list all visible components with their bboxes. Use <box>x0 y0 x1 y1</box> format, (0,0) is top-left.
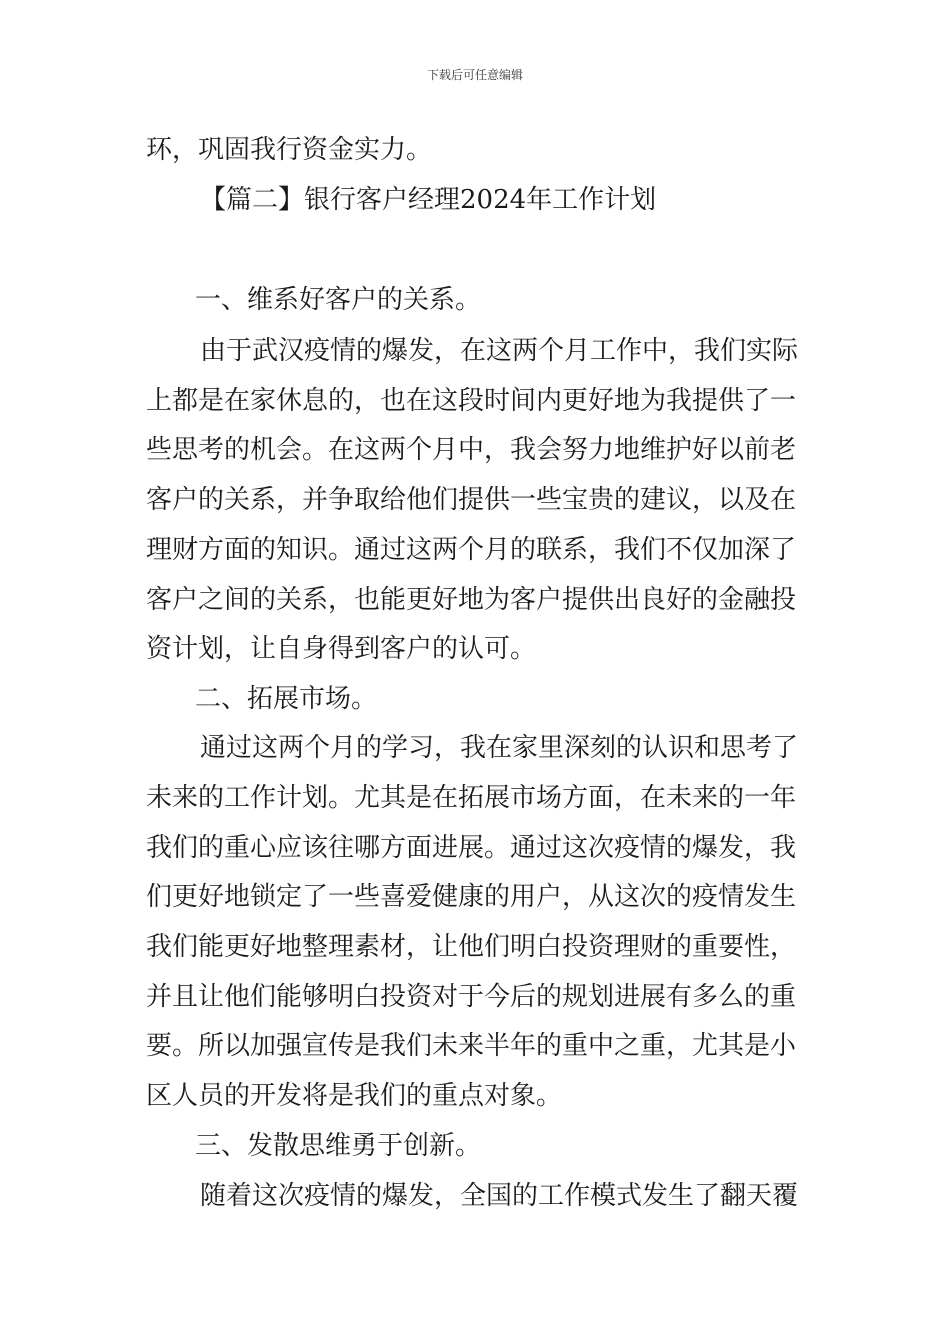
paragraph-line: 我们的重心应该往哪方面进展。通过这次疫情的爆发，我 <box>146 833 797 863</box>
section-title: 【篇二】银行客户经理2024年工作计划 <box>200 185 657 215</box>
paragraph-line: 区人员的开发将是我们的重点对象。 <box>146 1081 563 1111</box>
paragraph-line: 由于武汉疫情的爆发，在这两个月工作中，我们实际 <box>200 336 799 366</box>
heading-two: 二、拓展市场。 <box>195 684 378 714</box>
paragraph-line: 客户的关系，并争取给他们提供一些宝贵的建议，以及在 <box>146 485 797 515</box>
paragraph-line: 上都是在家休息的，也在这段时间内更好地为我提供了一 <box>146 386 797 416</box>
paragraph-line: 资计划，让自身得到客户的认可。 <box>146 634 537 664</box>
paragraph-line: 通过这两个月的学习，我在家里深刻的认识和思考了 <box>200 733 799 763</box>
download-note: 下载后可任意编辑 <box>426 68 523 82</box>
paragraph-line: 客户之间的关系，也能更好地为客户提供出良好的金融投 <box>146 585 797 615</box>
paragraph-line: 理财方面的知识。通过这两个月的联系，我们不仅加深了 <box>146 535 797 565</box>
paragraph-line: 随着这次疫情的爆发，全国的工作模式发生了翻天覆 <box>200 1181 799 1211</box>
paragraph-line: 我们能更好地整理素材，让他们明白投资理财的重要性， <box>146 932 797 962</box>
paragraph-line: 要。所以加强宣传是我们未来半年的重中之重，尤其是小 <box>146 1031 797 1061</box>
paragraph-line: 们更好地锁定了一些喜爱健康的用户，从这次的疫情发生 <box>146 882 797 912</box>
body-line: 环，巩固我行资金实力。 <box>146 135 433 165</box>
paragraph-line: 并且让他们能够明白投资对于今后的规划进展有多么的重 <box>146 982 797 1012</box>
heading-three: 三、发散思维勇于创新。 <box>195 1131 482 1161</box>
heading-one: 一、维系好客户的关系。 <box>195 285 482 315</box>
paragraph-line: 未来的工作计划。尤其是在拓展市场方面，在未来的一年 <box>146 783 797 813</box>
paragraph-line: 些思考的机会。在这两个月中，我会努力地维护好以前老 <box>146 435 797 465</box>
